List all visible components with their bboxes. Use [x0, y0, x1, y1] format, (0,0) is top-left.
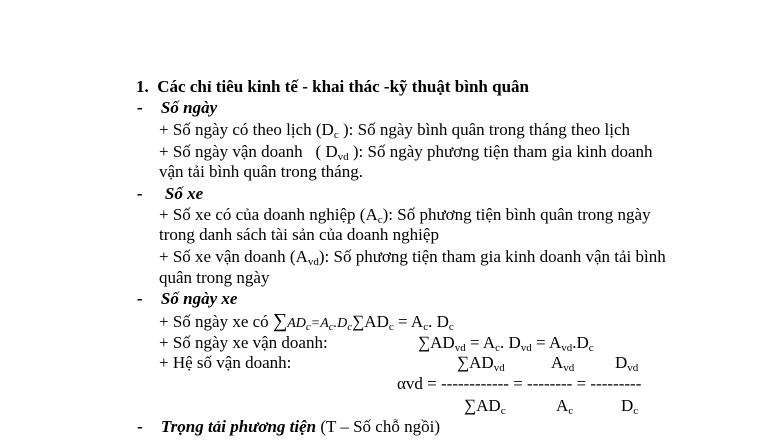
subscript: c — [448, 321, 454, 333]
formula-equation-image — [273, 312, 352, 331]
so-ngay-xe-item-2: + Số ngày xe vận doanh: — [159, 333, 328, 352]
formula-part: = A — [531, 333, 562, 352]
heading-title: Các chỉ tiêu kinh tế - khai thác -kỹ thuật bình quân — [157, 77, 529, 96]
formula-part: ∑AD — [352, 312, 389, 331]
subscript: c — [328, 321, 334, 333]
formula-part: ∑AD — [418, 333, 455, 352]
bullet: - — [137, 417, 143, 436]
formula-part: D — [621, 396, 634, 415]
subsection-title-text: Số ngày xe — [160, 289, 238, 308]
formula-part: A — [551, 353, 564, 372]
heading-number: 1. — [136, 77, 149, 96]
formula-part: =A — [310, 316, 329, 331]
subscript: c — [423, 321, 429, 333]
formula-part: ∑AD — [457, 353, 494, 372]
subscript: vd — [520, 342, 532, 354]
formula-text — [352, 312, 454, 331]
item-text: + Số xe có của doanh nghiệp (A — [159, 205, 378, 224]
bullet: - — [137, 289, 143, 308]
formula-part: = A — [393, 312, 424, 331]
fraction-denominator-2 — [556, 396, 573, 421]
subsection-so-ngay-title — [137, 98, 217, 118]
fraction-bar: -------- — [527, 374, 573, 393]
fraction-bar-line — [397, 374, 641, 394]
subsection-title-text: Trọng tải phương tiện — [160, 417, 317, 436]
item-text: + Số ngày vận doanh — [159, 142, 303, 161]
formula-part: αvd = — [397, 374, 441, 393]
item-text: ): Số phương tiện bình quân trong ngày — [382, 205, 651, 224]
subscript: c — [305, 321, 311, 333]
subsection-trong-tai — [137, 417, 440, 437]
subsection-so-xe-title — [137, 184, 203, 204]
bullet: - — [137, 184, 143, 203]
item-text: ): Số ngày phương tiện tham gia kinh doanh — [348, 142, 653, 161]
subscript: vd — [493, 362, 505, 374]
item-text: ): Số phương tiện tham gia kinh doanh vận tải bình — [318, 247, 666, 266]
subsection-title-text: Số ngày — [160, 98, 218, 117]
formula-part: A — [556, 396, 569, 415]
formula-part: = A — [465, 333, 496, 352]
subscript: c — [347, 321, 353, 333]
item-text: + Số xe vận doanh (A — [159, 247, 308, 266]
fraction-denominator-3 — [621, 396, 638, 421]
subscript: c — [588, 342, 594, 354]
formula-part: .D — [572, 333, 589, 352]
section-heading — [136, 77, 529, 97]
subscript: c — [633, 405, 639, 417]
item-text: + Số ngày xe có — [159, 312, 269, 331]
formula-part: ∑AD — [464, 396, 501, 415]
subscript: vd — [561, 342, 573, 354]
subscript: c — [495, 342, 501, 354]
formula-part: AD — [287, 316, 306, 331]
fraction-bar: --------- — [590, 374, 642, 393]
subscript: vd — [563, 362, 575, 374]
subscript: c — [377, 214, 383, 226]
subsection-so-ngay-xe-title — [137, 289, 237, 309]
bullet: - — [137, 98, 143, 117]
subsection-title-text: Số xe — [164, 184, 204, 203]
fraction-denominator-1 — [464, 396, 506, 421]
subscript: c — [333, 129, 339, 141]
so-xe-item-1-cont: trong danh sách tài sản của doanh nghiệp — [159, 225, 439, 244]
item-text: ): Số ngày bình quân trong tháng theo lịch — [338, 120, 631, 139]
formula-part: . D — [500, 333, 521, 352]
subsection-title-rest: (T – Số chỗ ngồi) — [316, 417, 440, 436]
subscript: vd — [307, 256, 319, 268]
page-bottom-edge — [0, 436, 784, 441]
so-ngay-xe-item-3: + Hệ số vận doanh: — [159, 353, 292, 372]
formula-part: .D — [333, 316, 348, 331]
subscript: c — [500, 405, 506, 417]
formula-part: = — [508, 374, 528, 393]
subscript: vd — [454, 342, 466, 354]
so-xe-item-2-cont: quân trong ngày — [159, 268, 270, 287]
formula-part: D — [615, 353, 628, 372]
formula-img-text — [287, 316, 352, 331]
subscript: vd — [337, 151, 349, 163]
formula-part: . D — [428, 312, 449, 331]
formula-part: = — [572, 374, 591, 393]
so-ngay-item-2-cont: vận tải bình quân trong tháng. — [159, 162, 363, 181]
item-text: ( D — [315, 142, 338, 161]
item-text: + Số ngày có theo lịch (D — [159, 120, 334, 139]
fraction-bar: ------------ — [441, 374, 509, 393]
subscript: vd — [627, 362, 639, 374]
subscript: c — [568, 405, 574, 417]
sum-symbol: ∑ — [272, 310, 288, 332]
subscript: c — [388, 321, 394, 333]
